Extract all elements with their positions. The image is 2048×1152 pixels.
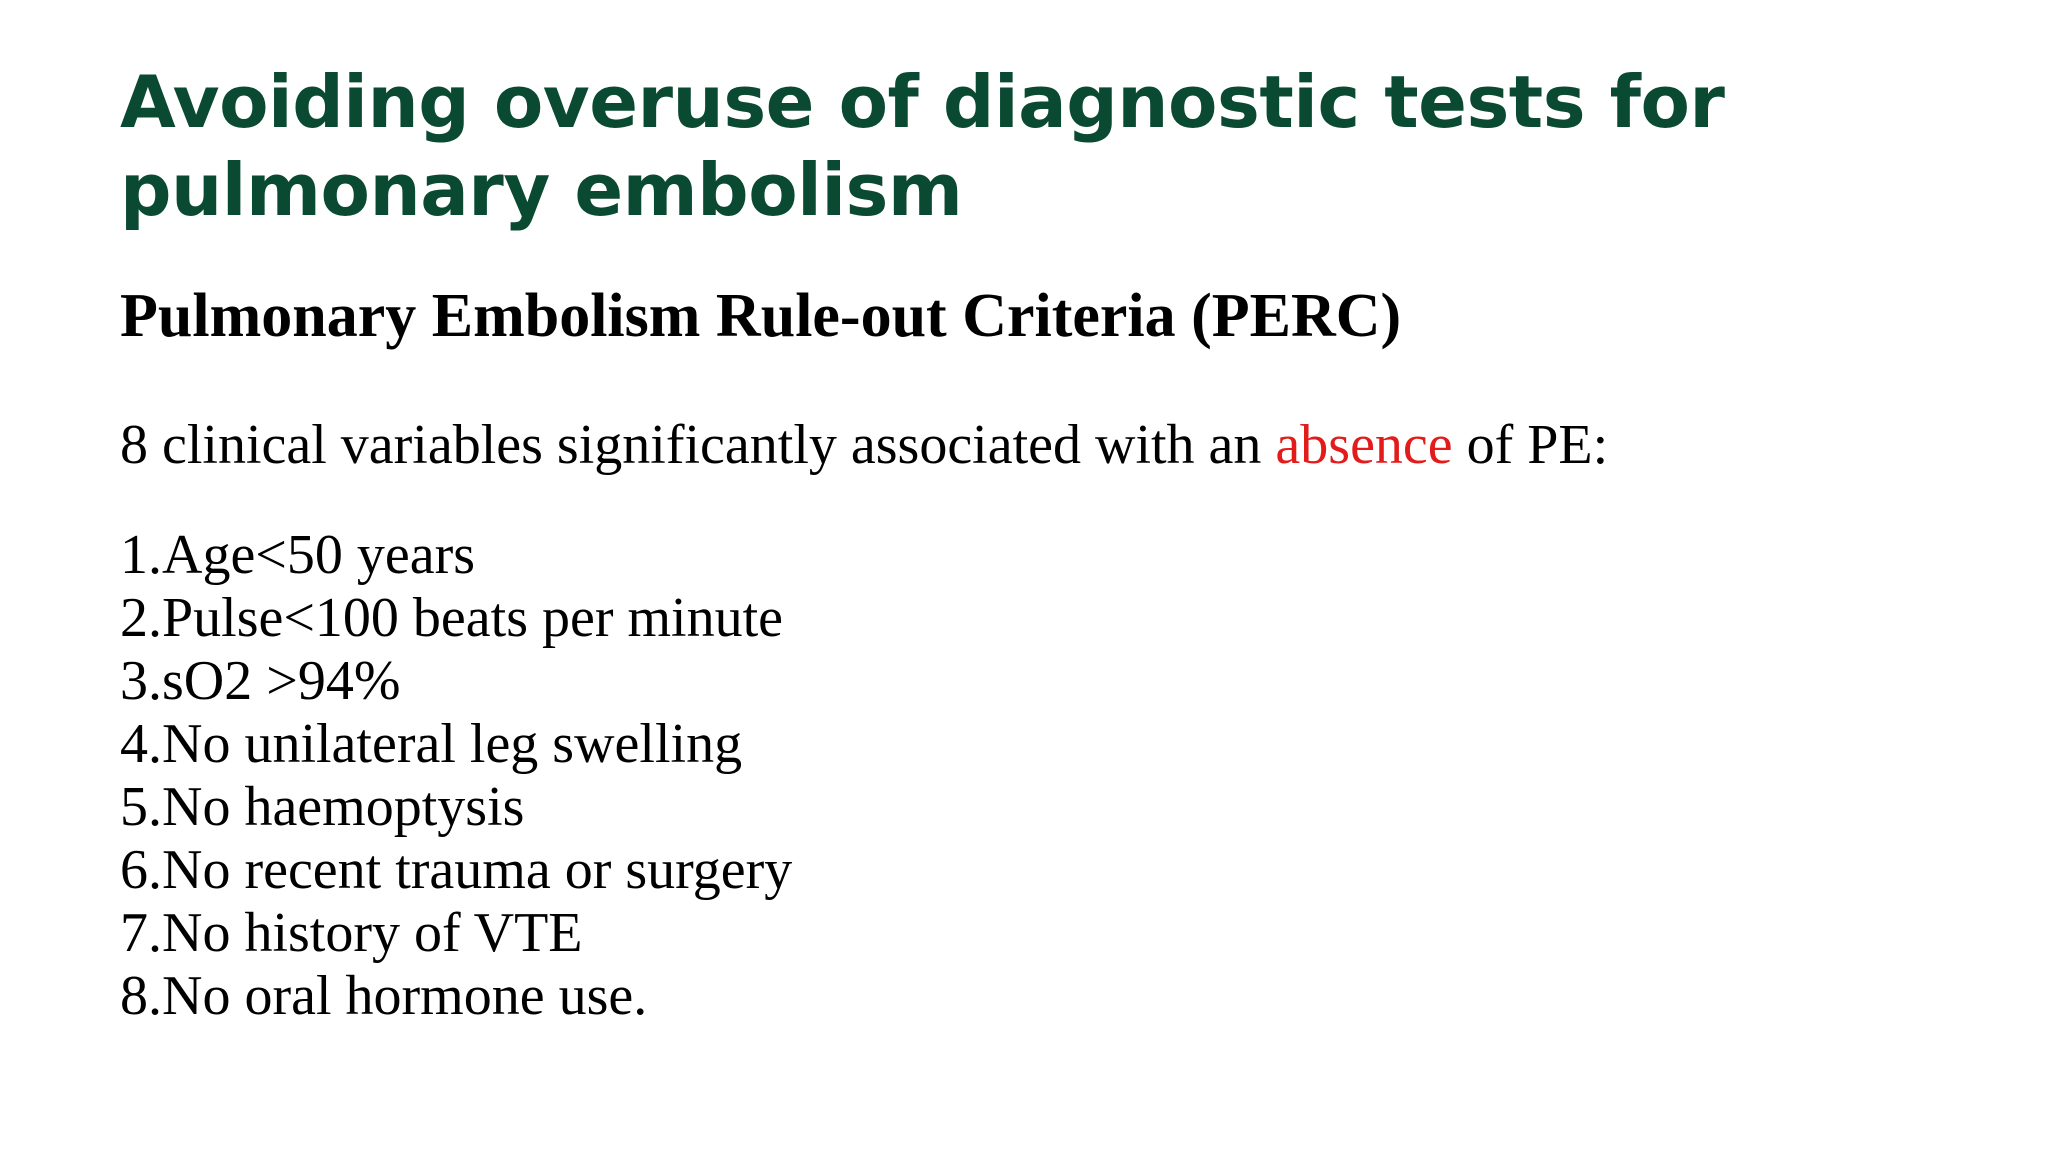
intro-text-after: of PE:	[1452, 414, 1609, 476]
slide-subtitle: Pulmonary Embolism Rule-out Criteria (PERC)	[120, 282, 1402, 350]
criteria-item: 4.No unilateral leg swelling	[120, 713, 743, 775]
criteria-list	[120, 524, 792, 1028]
criteria-item: 6.No recent trauma or surgery	[120, 839, 793, 901]
intro-text-before: 8 clinical variables significantly associated with an	[120, 414, 1276, 476]
slide-title	[120, 58, 1820, 234]
criteria-item: 5.No haemoptysis	[120, 776, 525, 838]
slide-title-line-2: pulmonary embolism	[120, 148, 963, 232]
criteria-item: 7.No history of VTE	[120, 902, 583, 964]
intro-text	[120, 412, 1608, 478]
intro-highlight-word: absence	[1275, 414, 1453, 476]
criteria-item: 3.sO2 >94%	[120, 650, 401, 712]
criteria-item: 1.Age<50 years	[120, 524, 476, 586]
criteria-item: 8.No oral hormone use.	[120, 965, 648, 1027]
criteria-item: 2.Pulse<100 beats per minute	[120, 587, 784, 649]
slide-title-line-1: Avoiding overuse of diagnostic tests for	[120, 60, 1725, 144]
